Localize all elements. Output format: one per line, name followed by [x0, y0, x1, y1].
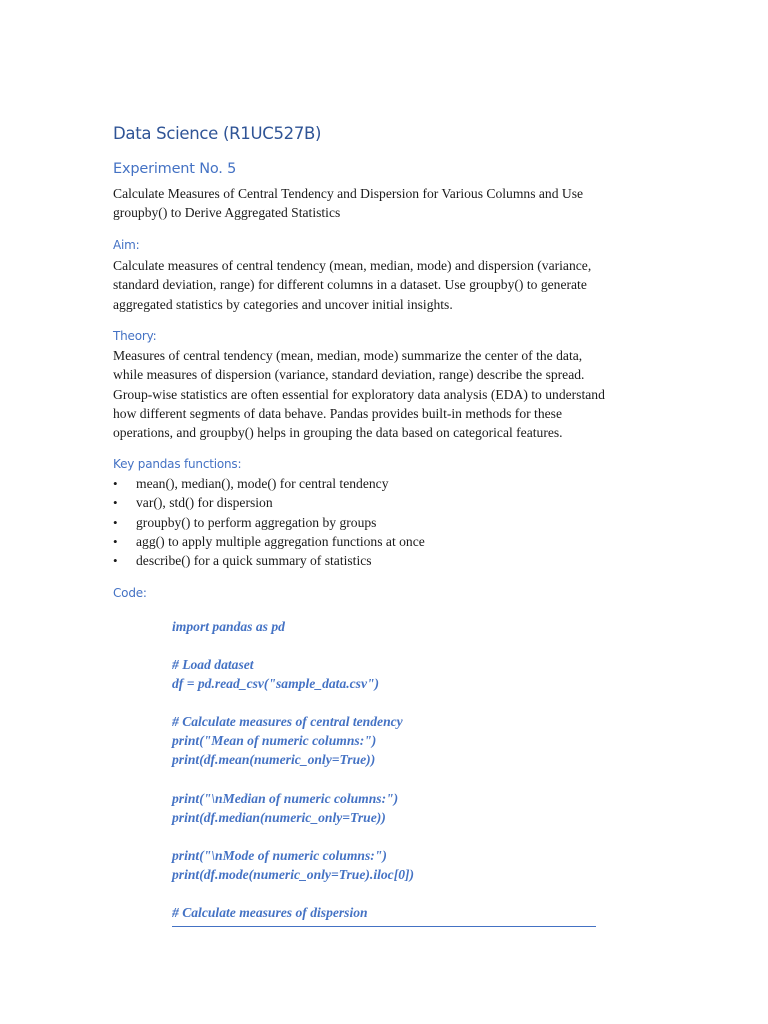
list-item	[113, 474, 425, 493]
theory-line: Group-wise statistics are often essential for exploratory data analysis (EDA) to understand	[113, 386, 605, 402]
aim-line: standard deviation, range) for different columns in a dataset. Use groupby() to generate	[113, 277, 587, 293]
functions-list	[113, 474, 425, 570]
experiment-subtitle	[113, 184, 658, 223]
subtitle-line: Calculate Measures of Central Tendency and Dispersion for Various Columns and Use	[113, 186, 584, 201]
list-item-text: describe() for a quick summary of statistics	[136, 553, 372, 569]
bullet-icon: •	[113, 514, 118, 530]
list-item	[113, 532, 425, 551]
theory-label: Theory:	[113, 329, 157, 343]
code-comment: # Calculate measures of central tendency	[172, 714, 403, 729]
code-line: df = pd.read_csv("sample_data.csv")	[172, 676, 380, 691]
list-item	[113, 551, 425, 570]
list-item-text: var(), std() for dispersion	[136, 495, 273, 511]
code-line: print(df.median(numeric_only=True))	[172, 810, 386, 825]
course-title: Data Science (R1UC527B)	[113, 124, 322, 143]
list-item-text: agg() to apply multiple aggregation functions at once	[136, 533, 425, 549]
theory-line: while measures of dispersion (variance, standard deviation, range) describe the spread.	[113, 367, 585, 383]
bullet-icon: •	[113, 553, 118, 569]
code-line: print(df.mode(numeric_only=True).iloc[0])	[172, 867, 415, 882]
code-line: print("\nMode of numeric columns:")	[172, 848, 387, 863]
aim-paragraph	[113, 256, 658, 314]
code-line: print("Mean of numeric columns:")	[172, 733, 377, 748]
theory-paragraph	[113, 346, 658, 442]
functions-label: Key pandas functions:	[113, 457, 242, 471]
list-item-text: mean(), median(), mode() for central tendency	[136, 476, 389, 491]
theory-line: operations, and groupby() helps in grouping the data based on categorical features.	[113, 425, 563, 441]
bullet-icon: •	[113, 533, 118, 549]
aim-line: Calculate measures of central tendency (mean, median, mode) and dispersion (variance,	[113, 258, 592, 273]
theory-line: how different segments of data behave. Pandas provides built-in methods for these	[113, 405, 562, 421]
bullet-icon: •	[113, 495, 118, 511]
code-comment: # Calculate measures of dispersion	[172, 905, 368, 920]
list-item	[113, 513, 425, 532]
code-line: print("\nMedian of numeric columns:")	[172, 791, 399, 806]
code-underline-divider	[172, 926, 596, 927]
list-item	[113, 493, 425, 512]
list-item-text: groupby() to perform aggregation by groups	[136, 514, 377, 530]
code-line: print(df.mean(numeric_only=True))	[172, 752, 376, 767]
theory-line: Measures of central tendency (mean, median, mode) summarize the center of the data,	[113, 348, 583, 363]
code-comment: # Load dataset	[172, 657, 254, 672]
code-line: import pandas as pd	[172, 619, 285, 634]
subtitle-line: groupby() to Derive Aggregated Statistics	[113, 205, 341, 221]
aim-label: Aim:	[113, 238, 140, 252]
experiment-heading: Experiment No. 5	[113, 161, 237, 177]
bullet-icon: •	[113, 476, 118, 491]
aim-line: aggregated statistics by categories and uncover initial insights.	[113, 296, 453, 312]
code-label: Code:	[113, 586, 147, 600]
